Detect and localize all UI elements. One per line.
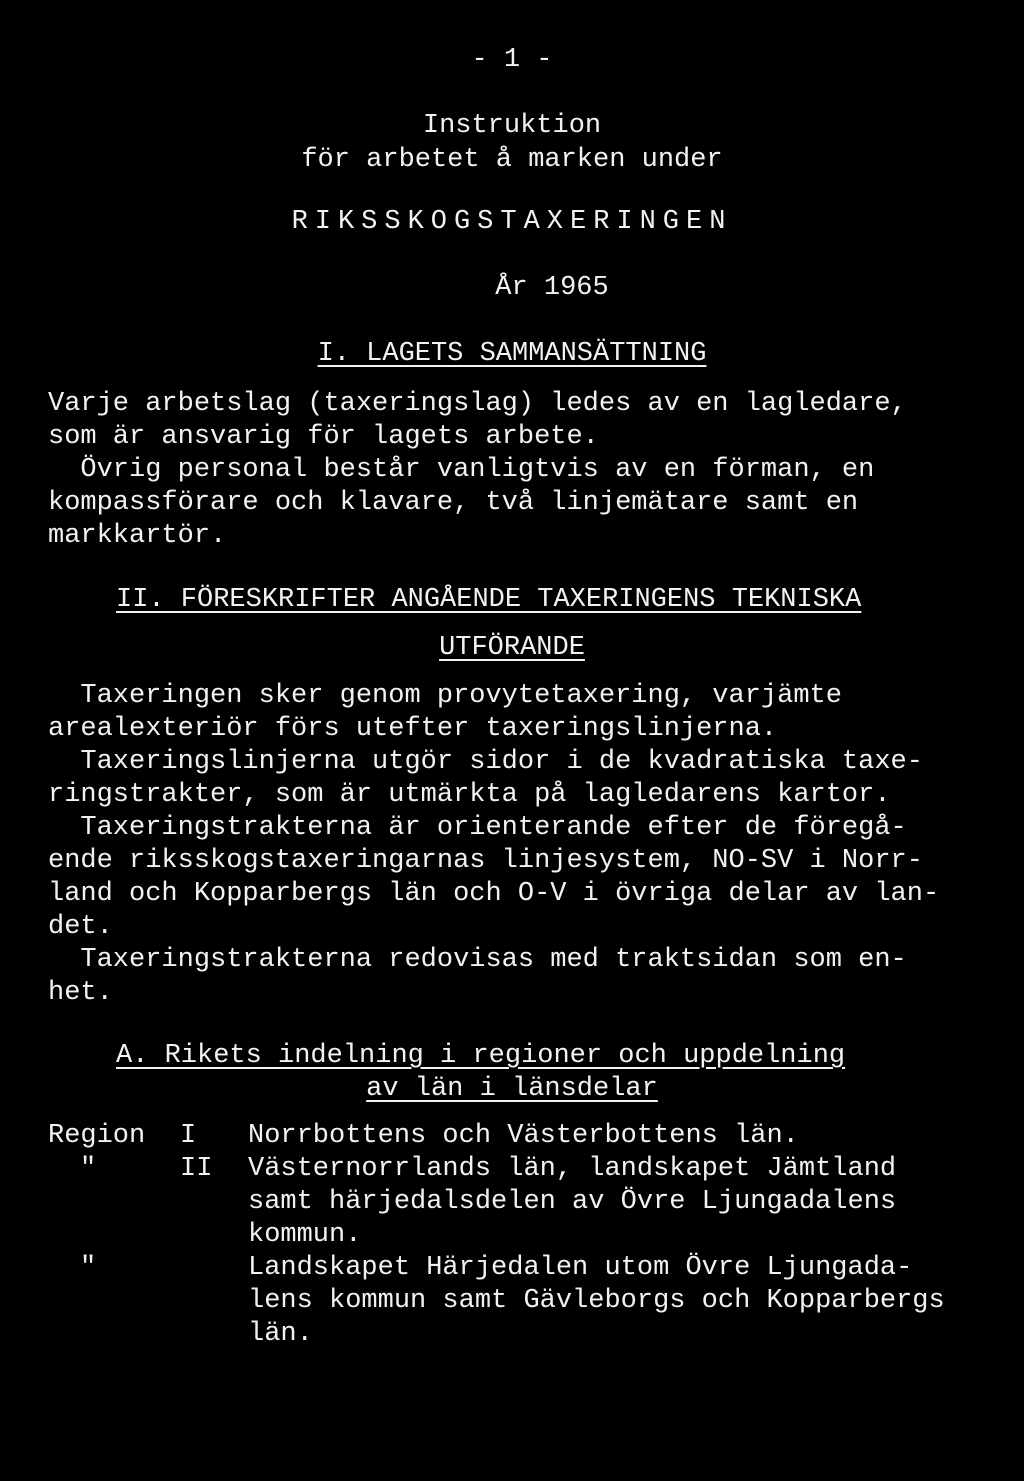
region-label: " [80, 1154, 97, 1184]
body-line: Taxeringstrakterna redovisas med traktsidan som en- [48, 945, 907, 975]
title-instruktion: Instruktion [422, 111, 602, 141]
page-number: - 1 - [471, 45, 553, 75]
region-label: " [80, 1253, 97, 1283]
title-subtitle: för arbetet å marken under [301, 145, 723, 175]
region-text: Västernorrlands län, landskapet Jämtland samt härjedalsdelen av Övre Ljungadalens kommun. [248, 1154, 897, 1250]
body-line: Varje arbetslag (taxeringslag) ledes av en lagledare, [48, 389, 907, 419]
body-line: kompassförare och klavare, två linjemätare samt en [48, 488, 859, 518]
title-riksskogstaxeringen: RIKSSKOGSTAXERINGEN [291, 207, 733, 237]
body-line: arealexteriör förs utefter taxeringslinjerna. [48, 714, 778, 744]
section-2-heading: II. FÖRESKRIFTER ANGÅENDE TAXERINGENS TEKNISKA [116, 585, 862, 615]
region-number: I [180, 1121, 197, 1151]
body-line: ringstrakter, som är utmärkta på lagledarens kartor. [48, 780, 891, 810]
region-text: Norrbottens och Västerbottens län. [248, 1121, 799, 1151]
body-line: Taxeringstrakterna är orienterande efter de föregå- [48, 813, 907, 843]
section-1-heading: I. LAGETS SAMMANSÄTTNING [317, 339, 707, 369]
region-label: Region [48, 1121, 146, 1151]
body-line: land och Kopparbergs län och O-V i övriga delar av lan- [48, 879, 940, 909]
body-line: Taxeringen sker genom provytetaxering, varjämte [48, 681, 842, 711]
body-line: het. [48, 978, 113, 1008]
body-line: ende riksskogstaxeringarnas linjesystem, NO-SV i Norr- [48, 846, 923, 876]
body-line: Övrig personal består vanligtvis av en förman, en [48, 455, 875, 485]
region-number: II [180, 1154, 213, 1184]
body-line: som är ansvarig för lagets arbete. [48, 422, 599, 452]
body-line: markkartör. [48, 521, 227, 551]
region-text: Landskapet Härjedalen utom Övre Ljungada- lens kommun samt Gävleborgs och Kopparbergs län. [248, 1253, 945, 1349]
subsection-a-heading: A. Rikets indelning i regioner och uppdelning [116, 1041, 846, 1071]
section-2-heading-cont: UTFÖRANDE [439, 633, 585, 663]
title-year: År 1965 [495, 273, 609, 303]
subsection-a-heading-cont: av län i länsdelar [366, 1074, 658, 1104]
body-line: det. [48, 912, 113, 942]
body-line: Taxeringslinjerna utgör sidor i de kvadratiska taxe- [48, 747, 923, 777]
